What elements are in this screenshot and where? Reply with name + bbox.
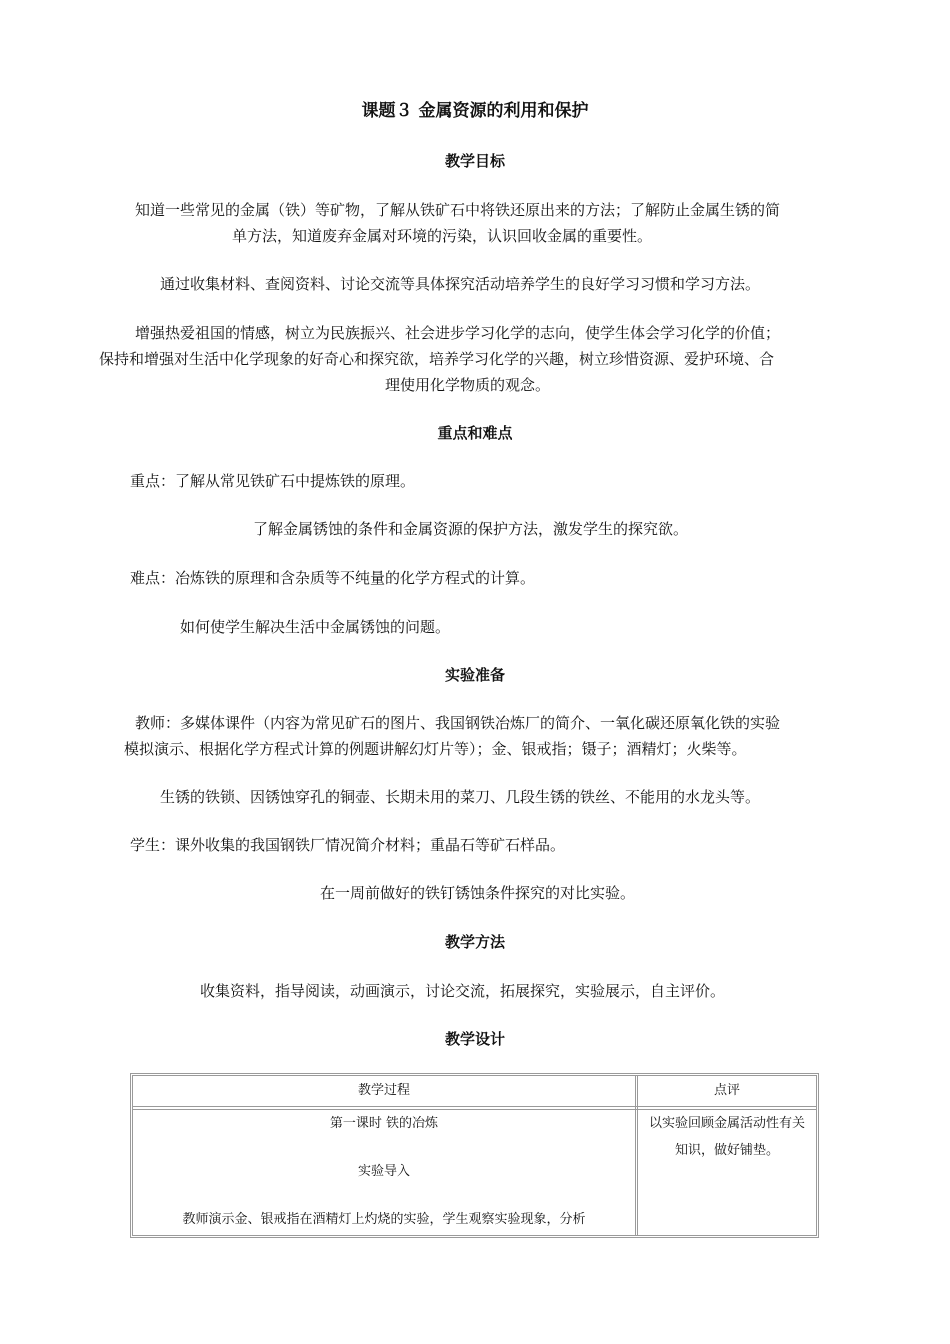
- teacher-prep-line-1: 教师：多媒体课件（内容为常见矿石的图片、我国钢铁冶炼厂的简介、一氧化碳还原氧化铁的实验: [135, 714, 781, 732]
- heading-teaching-method: 教学方法: [444, 933, 505, 951]
- goals-paragraph-1-line-2: 单方法，知道废弃金属对环境的污染，认识回收金属的重要性。: [232, 227, 653, 245]
- student-prep-line-2: 在一周前做好的铁钉锈蚀条件探究的对比实验。: [320, 884, 636, 902]
- comment-line-1: 以实验回顾金属活动性有关: [648, 1116, 805, 1131]
- heading-experiment-prep: 实验准备: [444, 666, 505, 684]
- heading-teaching-design: 教学设计: [444, 1030, 505, 1048]
- teacher-prep-line-3: 生锈的铁锁、因锈蚀穿孔的铜壶、长期未用的菜刀、几段生锈的铁丝、不能用的水龙头等。: [160, 788, 761, 806]
- goals-paragraph-2: 通过收集材料、查阅资料、讨论交流等具体探究活动培养学生的良好学习习惯和学习方法。: [160, 275, 761, 293]
- teaching-design-table: [130, 1073, 819, 1238]
- difficult-point-line-2: 如何使学生解决生活中金属锈蚀的问题。: [180, 618, 451, 636]
- process-lesson-title: 第一课时 铁的冶炼: [329, 1116, 439, 1131]
- table-header-comment: 点评: [713, 1083, 740, 1098]
- teaching-method-text: 收集资料，指导阅读，动画演示，讨论交流，拓展探究，实验展示，自主评价。: [200, 982, 726, 1000]
- difficult-point-line: 难点：冶炼铁的原理和含杂质等不纯量的化学方程式的计算。: [130, 569, 536, 587]
- goals-paragraph-3-line-3: 理使用化学物质的观念。: [385, 376, 551, 394]
- process-experiment-intro: 实验导入: [357, 1164, 410, 1179]
- document-title: 课题３ 金属资源的利用和保护: [361, 101, 589, 121]
- heading-teaching-goals: 教学目标: [444, 152, 505, 170]
- teacher-prep-line-2: 模拟演示、根据化学方程式计算的例题讲解幻灯片等）；金、银戒指；镊子；酒精灯；火柴等。: [124, 740, 747, 758]
- goals-paragraph-3-line-2: 保持和增强对生活中化学现象的好奇心和探究欲，培养学习化学的兴趣，树立珍惜资源、爱护环境、合: [99, 350, 775, 368]
- goals-paragraph-3-line-1: 增强热爱祖国的情感，树立为民族振兴、社会进步学习化学的志向，使学生体会学习化学的价值；: [135, 324, 781, 342]
- key-point-line-2: 了解金属锈蚀的条件和金属资源的保护方法，激发学生的探究欲。: [253, 520, 689, 538]
- student-prep-line-1: 学生：课外收集的我国钢铁厂情况简介材料；重晶石等矿石样品。: [130, 836, 566, 854]
- heading-key-points: 重点和难点: [437, 424, 513, 442]
- comment-line-2: 知识，做好铺垫。: [674, 1143, 779, 1158]
- goals-paragraph-1-line-1: 知道一些常见的金属（铁）等矿物，了解从铁矿石中将铁还原出来的方法；了解防止金属生锈的简: [135, 201, 781, 219]
- process-description: 教师演示金、银戒指在酒精灯上灼烧的实验，学生观察实验现象，分析: [182, 1212, 586, 1227]
- table-header-process: 教学过程: [357, 1083, 410, 1098]
- key-point-line: 重点：了解从常见铁矿石中提炼铁的原理。: [130, 472, 416, 490]
- table-header-divider: [133, 1106, 816, 1110]
